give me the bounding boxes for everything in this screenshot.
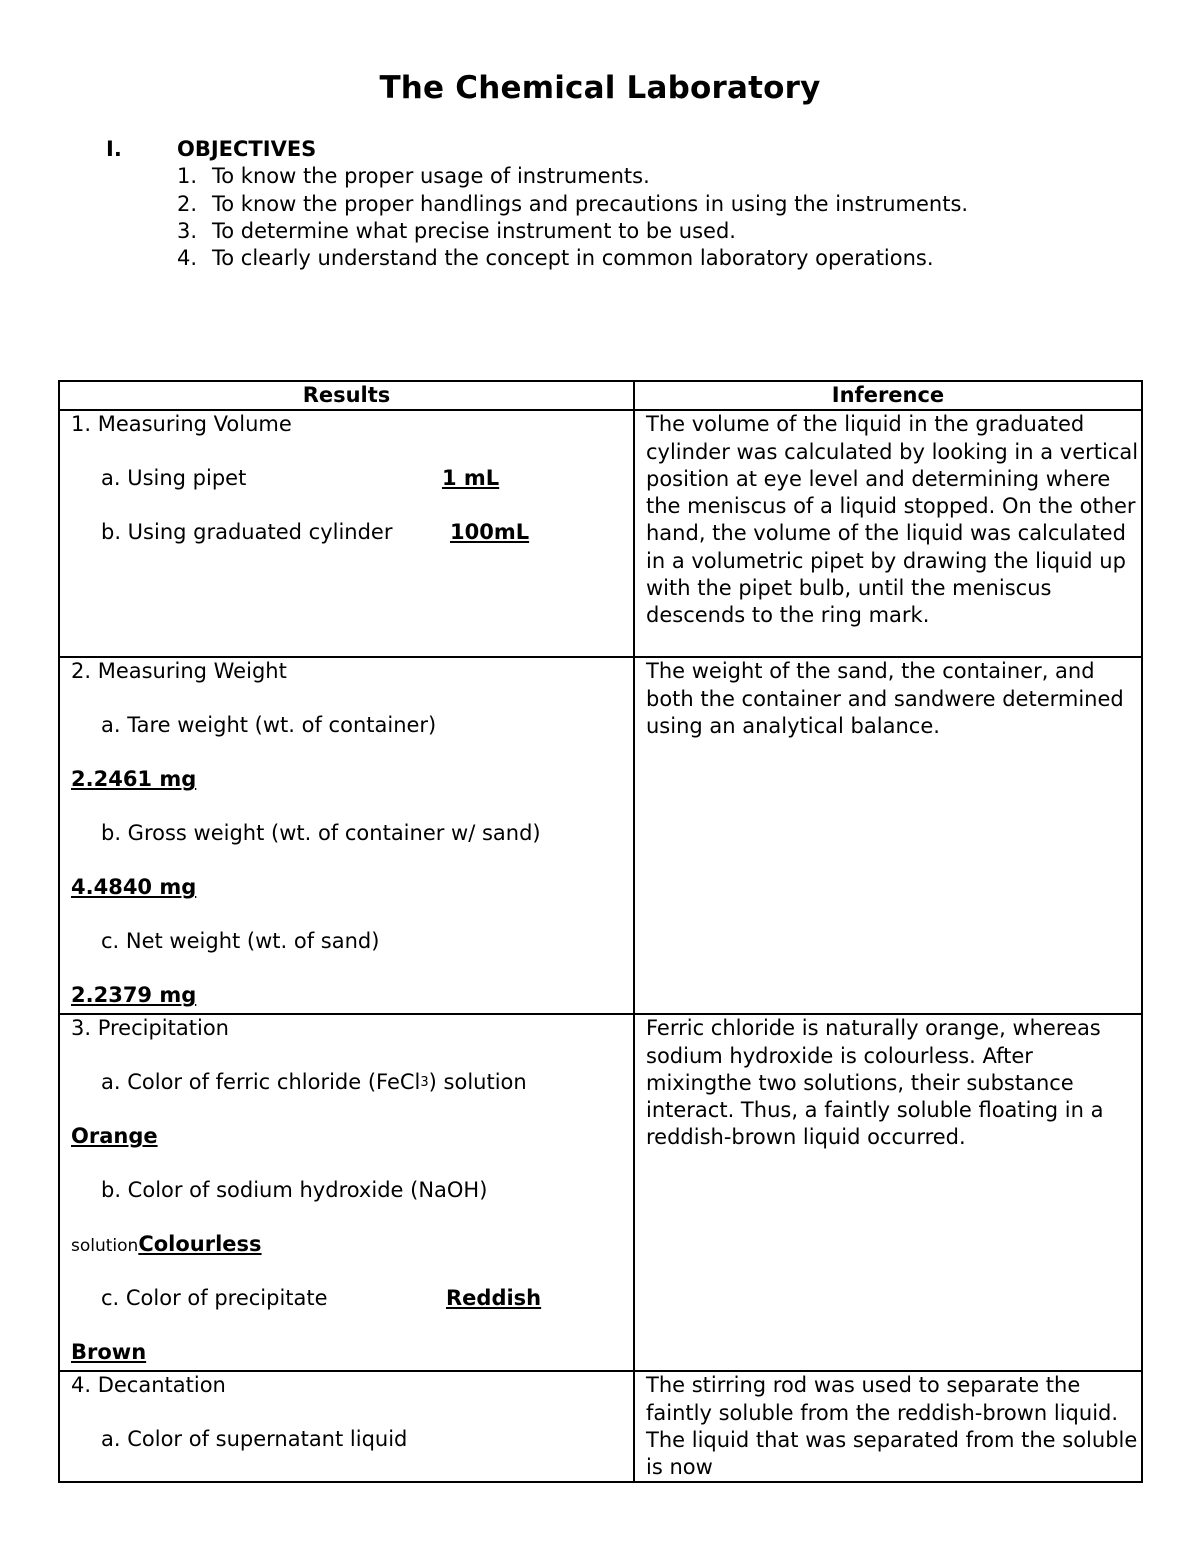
- results-cell: [59, 410, 634, 657]
- table-row: [59, 410, 1142, 657]
- result-value: 2.2461 mg: [71, 767, 197, 792]
- result-value: Orange: [71, 1124, 158, 1149]
- label-text: ) solution: [428, 1070, 527, 1095]
- result-label: c. Net weight (wt. of sand): [101, 929, 380, 954]
- objectives-heading: [106, 136, 968, 163]
- objectives-numeral: I.: [106, 137, 122, 161]
- label-text: a. Color of ferric chloride (FeCl: [101, 1070, 421, 1095]
- inference-cell: The weight of the sand, the container, and both the container and sandwere determined using an analytical balance.: [634, 657, 1142, 1014]
- result-value: 100mL: [450, 520, 530, 545]
- result-value: Reddish: [446, 1286, 542, 1311]
- table-row: [59, 657, 1142, 1014]
- header-inference: Inference: [634, 381, 1142, 410]
- objective-item: [177, 218, 968, 245]
- table-row: [59, 1014, 1142, 1371]
- table-row: [59, 1371, 1142, 1482]
- objective-text: To know the proper handlings and precautions in using the instruments.: [212, 191, 969, 216]
- objective-number: 2.: [177, 191, 198, 216]
- result-value: 2.2379 mg: [71, 983, 197, 1008]
- objective-item: [177, 191, 968, 218]
- results-cell: [59, 1371, 634, 1482]
- section-title: 3. Precipitation: [71, 1016, 229, 1041]
- result-label: b. Using graduated cylinder: [101, 520, 393, 545]
- objectives-heading-text: OBJECTIVES: [177, 137, 317, 161]
- objectives-list: [177, 163, 968, 272]
- objective-text: To determine what precise instrument to be used.: [212, 218, 736, 243]
- objective-text: To clearly understand the concept in common laboratory operations.: [212, 246, 934, 271]
- table-header-row: [59, 381, 1142, 410]
- header-results: Results: [59, 381, 634, 410]
- objective-number: 1.: [177, 164, 198, 189]
- inference-cell: The volume of the liquid in the graduated cylinder was calculated by looking in a vertical position at eye level and determining where the meniscus of a liquid stopped. On the other hand, the volume of the liquid was calculated in a volumetric pipet by drawing the liquid up with the pipet bulb, until the meniscus descends to the ring mark.: [634, 410, 1142, 657]
- objective-number: 4.: [177, 246, 198, 271]
- objective-item: [177, 163, 968, 190]
- inference-cell: Ferric chloride is naturally orange, whereas sodium hydroxide is colourless. After mixingthe two solutions, their substance interact. Thus, a faintly soluble floating in a reddish-brown liquid occurred.: [634, 1014, 1142, 1371]
- subscript: 3: [420, 1075, 429, 1091]
- results-cell: [59, 657, 634, 1014]
- result-label: a. Tare weight (wt. of container): [101, 713, 437, 738]
- document-title: The Chemical Laboratory: [379, 70, 821, 106]
- result-label: a. Color of supernatant liquid: [101, 1427, 408, 1452]
- section-title: 2. Measuring Weight: [71, 659, 287, 684]
- result-label: b. Color of sodium hydroxide (NaOH): [101, 1178, 488, 1203]
- results-table: [58, 380, 1143, 1483]
- objectives-section: [106, 136, 968, 272]
- section-title: 1. Measuring Volume: [71, 412, 292, 437]
- result-label: solution: [71, 1236, 139, 1257]
- result-line: [71, 519, 633, 546]
- objective-item: [177, 245, 968, 272]
- result-value: Colourless: [138, 1232, 262, 1257]
- result-value: 1 mL: [442, 466, 500, 491]
- result-line: [71, 1231, 633, 1258]
- result-line: [71, 1285, 633, 1312]
- result-label: [71, 1069, 633, 1096]
- result-value: Brown: [71, 1340, 147, 1365]
- result-label: a. Using pipet: [101, 466, 247, 491]
- objective-number: 3.: [177, 218, 198, 243]
- objective-text: To know the proper usage of instruments.: [212, 164, 650, 189]
- result-line: [71, 465, 633, 492]
- result-label: b. Gross weight (wt. of container w/ sand): [101, 821, 541, 846]
- inference-cell: The stirring rod was used to separate the faintly soluble from the reddish-brown liquid. The liquid that was separated from the soluble is now: [634, 1371, 1142, 1482]
- result-value: 4.4840 mg: [71, 875, 197, 900]
- results-cell: [59, 1014, 634, 1371]
- result-label: c. Color of precipitate: [101, 1286, 328, 1311]
- section-title: 4. Decantation: [71, 1373, 226, 1398]
